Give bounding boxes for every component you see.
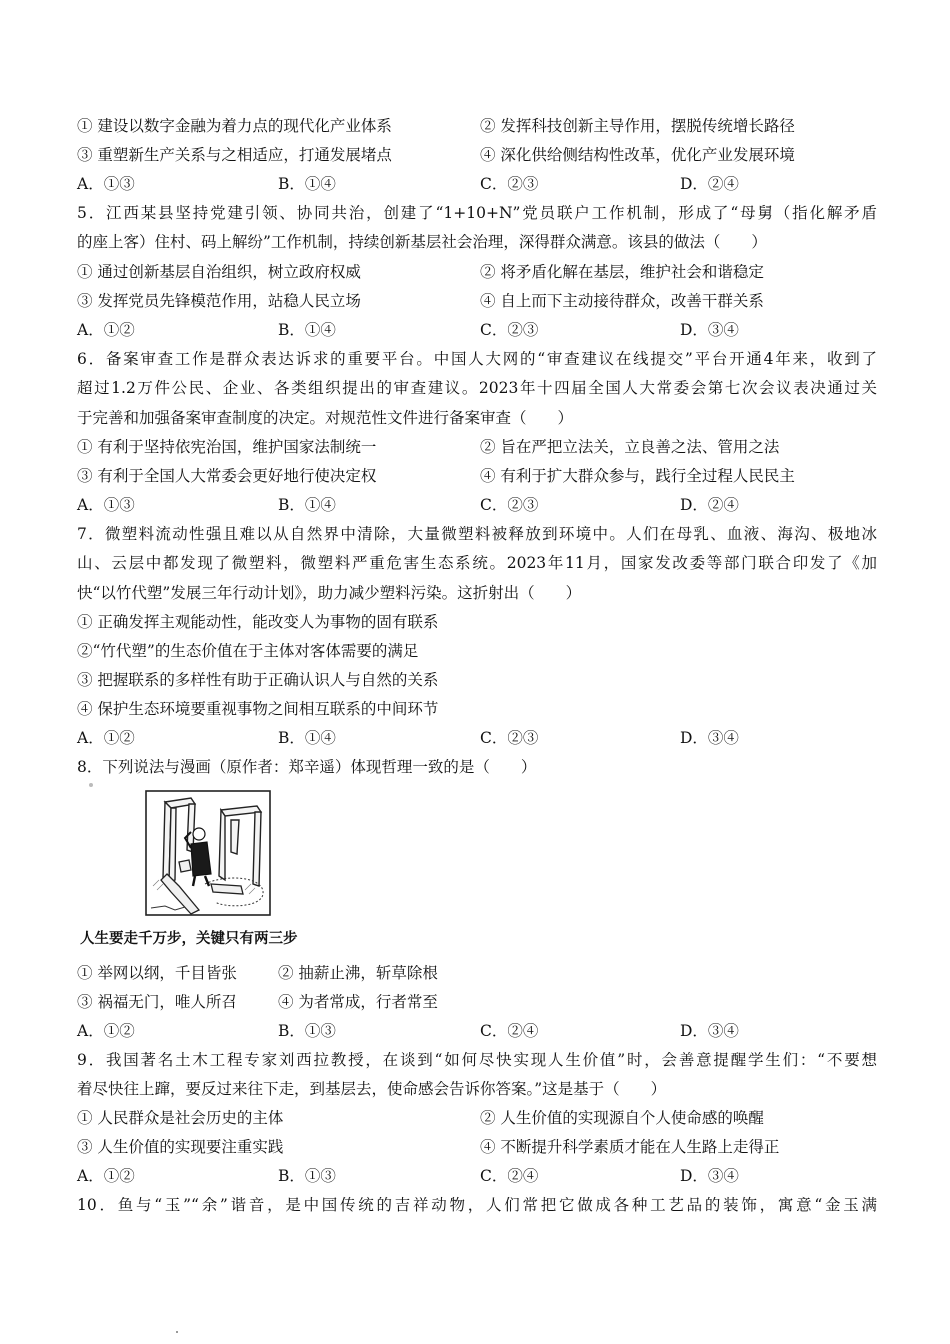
q8-statement-4: ④ 为者常成，行者常至 <box>278 993 438 1011</box>
q8-stem-line-1: 8．下列说法与漫画（原作者：郑辛遥）体现哲理一致的是（ ） <box>77 758 537 776</box>
q5-stem-line-2: 的座上客）住村、码上解纷”工作机制，持续创新基层社会治理，深得群众满意。该县的做法（ ） <box>77 233 767 251</box>
q9-option-c[interactable]: C．②④ <box>480 1167 539 1185</box>
q6-statement-1: ① 有利于坚持依宪治国，维护国家法制统一 <box>77 438 377 456</box>
q7-option-c[interactable]: C．②③ <box>480 729 539 747</box>
q4-option-b[interactable]: B．①④ <box>278 175 336 193</box>
q9-statement-2: ② 人生价值的实现源自个人使命感的唤醒 <box>480 1109 764 1127</box>
q8-option-b[interactable]: B．①③ <box>278 1022 336 1040</box>
q9-statement-1: ① 人民群众是社会历史的主体 <box>77 1109 284 1127</box>
q8-statement-3: ③ 祸福无门，唯人所召 <box>77 993 237 1011</box>
q5-stem-line-1: 5．江西某县坚持党建引领、协同共治，创建了“1+10+N”党员联户工作机制，形成了“母舅（指化解矛盾 <box>77 204 877 222</box>
q9-option-d[interactable]: D．③④ <box>680 1167 739 1185</box>
q10-stem-line-1: 10．鱼与“玉”“余”谐音，是中国传统的吉祥动物，人们常把它做成各种工艺品的装饰，寓意“金玉满 <box>77 1196 877 1214</box>
cartoon-caption: 人生要走千万步，关键只有两三步 <box>80 931 298 947</box>
q5-statement-4: ④ 自上而下主动接待群众，改善干群关系 <box>480 292 764 310</box>
q6-stem-line-3: 于完善和加强备案审查制度的决定。对规范性文件进行备案审查（ ） <box>77 409 574 427</box>
q7-stem-line-2: 山、云层中都发现了微塑料，微塑料严重危害生态系统。2023年11月，国家发改委等部门联合印发了《加 <box>77 554 877 572</box>
q6-statement-4: ④ 有利于扩大群众参与，践行全过程人民民主 <box>480 467 795 485</box>
q7-stem-line-3: 快“以竹代塑”发展三年行动计划》，助力减少塑料污染。这折射出（ ） <box>77 584 582 602</box>
q6-statement-2: ② 旨在严把立法关，立良善之法、管用之法 <box>480 438 780 456</box>
q5-statement-2: ② 将矛盾化解在基层，维护社会和谐稳定 <box>480 263 764 281</box>
footer-speck <box>176 1331 178 1333</box>
q7-statement-1: ① 正确发挥主观能动性，能改变人为事物的固有联系 <box>77 613 439 631</box>
q8-option-a[interactable]: A．①② <box>77 1022 135 1040</box>
q8-option-c[interactable]: C．②④ <box>480 1022 539 1040</box>
q4-option-d[interactable]: D．②④ <box>680 175 739 193</box>
q5-option-d[interactable]: D．③④ <box>680 321 739 339</box>
q9-stem-line-2: 着尽快往上蹿，要反过来往下走，到基层去，使命感会告诉你答案。”这是基于（ ） <box>77 1080 667 1098</box>
q4-statement-3: ③ 重塑新生产关系与之相适应，打通发展堵点 <box>77 146 392 164</box>
speck-mark <box>89 783 93 787</box>
q9-option-a[interactable]: A．①② <box>77 1167 135 1185</box>
q4-option-a[interactable]: A．①③ <box>77 175 135 193</box>
q8-option-d[interactable]: D．③④ <box>680 1022 739 1040</box>
q5-option-b[interactable]: B．①④ <box>278 321 336 339</box>
q6-stem-line-2: 超过1.2万件公民、企业、各类组织提出的审查建议。2023年十四届全国人大常委会第七次会议表决通过关 <box>77 379 877 397</box>
q6-option-c[interactable]: C．②③ <box>480 496 539 514</box>
q4-statement-2: ② 发挥科技创新主导作用，摆脱传统增长路径 <box>480 117 795 135</box>
q7-statement-3: ③ 把握联系的多样性有助于正确认识人与自然的关系 <box>77 671 439 689</box>
q8-statement-1: ① 举网以纲，千目皆张 <box>77 964 237 982</box>
q7-statement-2: ②“竹代塑”的生态价值在于主体对客体需要的满足 <box>77 642 419 660</box>
q7-statement-4: ④ 保护生态环境要重视事物之间相互联系的中间环节 <box>77 700 439 718</box>
q5-option-a[interactable]: A．①② <box>77 321 135 339</box>
q6-option-b[interactable]: B．①④ <box>278 496 336 514</box>
q9-option-b[interactable]: B．①③ <box>278 1167 336 1185</box>
q9-statement-4: ④ 不断提升科学素质才能在人生路上走得正 <box>480 1138 780 1156</box>
q9-statement-3: ③ 人生价值的实现要注重实践 <box>77 1138 284 1156</box>
q5-statement-3: ③ 发挥党员先锋模范作用，站稳人民立场 <box>77 292 361 310</box>
q8-statement-2: ② 抽薪止沸，斩草除根 <box>278 964 438 982</box>
q5-option-c[interactable]: C．②③ <box>480 321 539 339</box>
q5-statement-1: ① 通过创新基层自治组织，树立政府权威 <box>77 263 361 281</box>
cartoon-illustration <box>145 790 271 920</box>
q9-stem-line-1: 9．我国著名土木工程专家刘西拉教授，在谈到“如何尽快实现人生价值”时，会善意提醒学生们：“不要想 <box>77 1051 877 1069</box>
q6-option-d[interactable]: D．②④ <box>680 496 739 514</box>
q6-stem-line-1: 6．备案审查工作是群众表达诉求的重要平台。中国人大网的“审查建议在线提交”平台开通4年来，收到了 <box>77 350 877 368</box>
q6-statement-3: ③ 有利于全国人大常委会更好地行使决定权 <box>77 467 377 485</box>
q7-option-d[interactable]: D．③④ <box>680 729 739 747</box>
q6-option-a[interactable]: A．①③ <box>77 496 135 514</box>
q7-option-a[interactable]: A．①② <box>77 729 135 747</box>
q7-stem-line-1: 7．微塑料流动性强且难以从自然界中清除，大量微塑料被释放到环境中。人们在母乳、血液、海沟、极地冰 <box>77 525 877 543</box>
q4-statement-1: ① 建设以数字金融为着力点的现代化产业体系 <box>77 117 392 135</box>
q7-option-b[interactable]: B．①④ <box>278 729 336 747</box>
q4-statement-4: ④ 深化供给侧结构性改革，优化产业发展环境 <box>480 146 795 164</box>
q4-option-c[interactable]: C．②③ <box>480 175 539 193</box>
